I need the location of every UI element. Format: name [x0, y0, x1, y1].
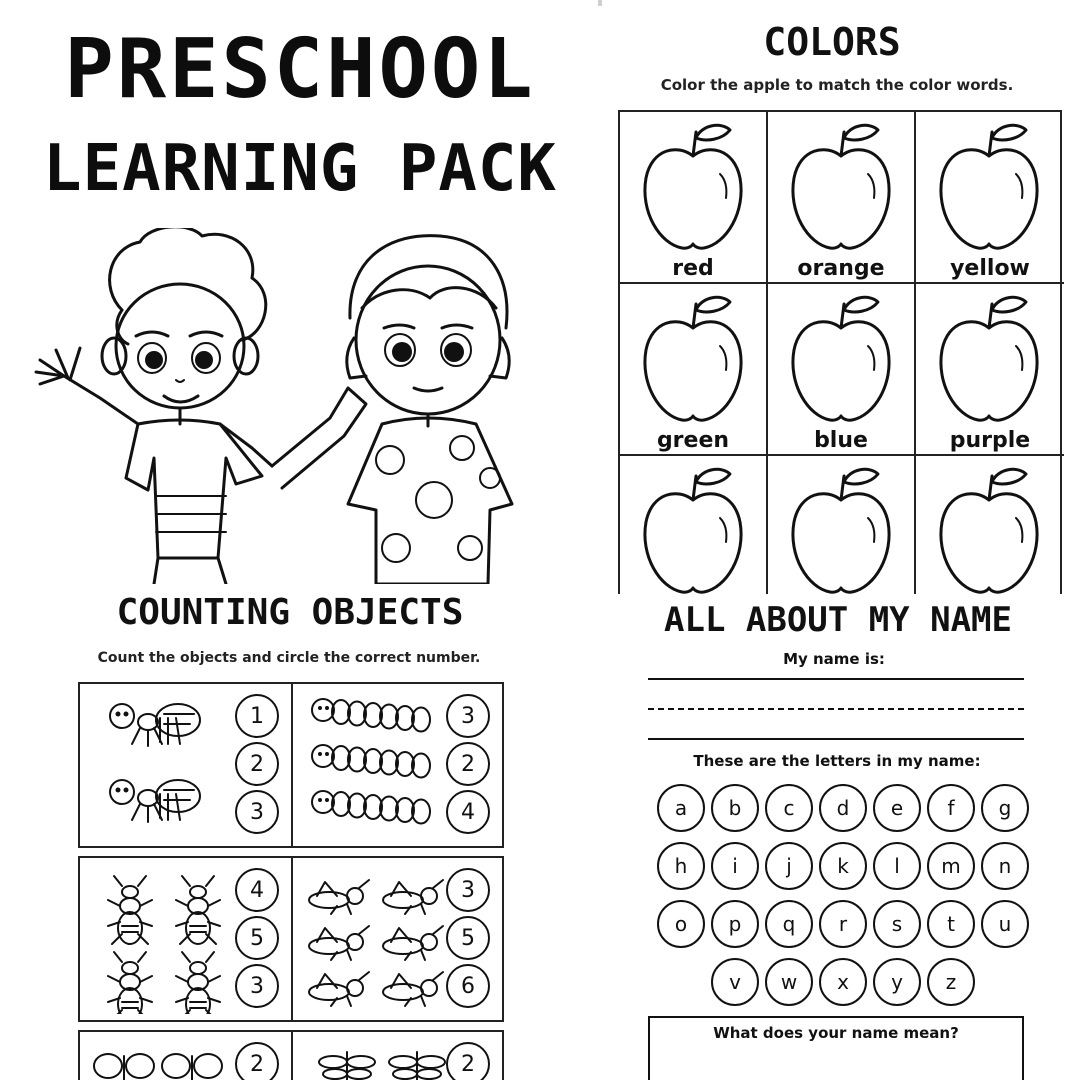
colors-title: COLORS: [763, 20, 901, 64]
letter-circle-e[interactable]: e: [873, 784, 921, 832]
apple-cell[interactable]: [768, 284, 916, 456]
name-meaning-box[interactable]: [648, 1016, 1024, 1080]
ants-group: [88, 690, 238, 840]
letters-label: These are the letters in my name:: [693, 752, 981, 770]
letter-row: [648, 784, 1038, 832]
color-word: green: [656, 428, 730, 453]
bug-icon: [108, 952, 152, 1014]
letter-circle-o[interactable]: o: [657, 900, 705, 948]
letter-circle-w[interactable]: w: [765, 958, 813, 1006]
counting-grid: [78, 682, 504, 1080]
number-choice[interactable]: 2: [446, 1042, 490, 1080]
caterpillar-icon: [312, 791, 430, 824]
butterflie-icon: [162, 1054, 222, 1080]
ant-icon: [110, 704, 200, 746]
name-writing-line-top[interactable]: [648, 678, 1024, 680]
number-choice[interactable]: 3: [235, 964, 279, 1008]
counting-worksheet: [0, 584, 578, 1080]
number-choice[interactable]: 3: [235, 790, 279, 834]
letter-circle-q[interactable]: q: [765, 900, 813, 948]
bug-icon: [176, 876, 220, 944]
letter-circle-r[interactable]: r: [819, 900, 867, 948]
name-worksheet: [578, 594, 1080, 1080]
grasshopper-icon: [309, 972, 369, 1006]
color-word: yellow: [950, 256, 1030, 281]
grasshoppers-group: [301, 864, 451, 1014]
ant-icon: [110, 780, 200, 822]
letter-circle-t[interactable]: t: [927, 900, 975, 948]
letter-circle-k[interactable]: k: [819, 842, 867, 890]
apple-icon[interactable]: [638, 466, 748, 594]
apple-cell[interactable]: [620, 456, 768, 594]
number-choice[interactable]: 1: [235, 694, 279, 738]
apple-icon[interactable]: [934, 294, 1044, 424]
cover-title-line2: LEARNING PACK: [43, 132, 557, 206]
counting-row: [78, 1030, 504, 1080]
apple-cell[interactable]: [620, 284, 768, 456]
letter-circle-y[interactable]: y: [873, 958, 921, 1006]
apple-cell[interactable]: [916, 284, 1064, 456]
apple-grid: [618, 110, 1062, 594]
number-choice[interactable]: 5: [446, 916, 490, 960]
letter-circle-d[interactable]: d: [819, 784, 867, 832]
letter-circle-p[interactable]: p: [711, 900, 759, 948]
color-word: blue: [814, 428, 868, 453]
counting-cell-ants: [80, 684, 291, 846]
letter-circles: [648, 784, 1038, 1016]
apple-icon[interactable]: [638, 294, 748, 424]
letter-circle-j[interactable]: j: [765, 842, 813, 890]
letter-circle-c[interactable]: c: [765, 784, 813, 832]
name-meaning-question: What does your name mean?: [713, 1024, 959, 1042]
counting-cell-bugs: [80, 858, 291, 1020]
letter-circle-v[interactable]: v: [711, 958, 759, 1006]
number-choice[interactable]: 4: [446, 790, 490, 834]
color-word: red: [672, 256, 714, 281]
letter-row: [648, 958, 1038, 1006]
apple-cell[interactable]: [768, 112, 916, 284]
letter-circle-z[interactable]: z: [927, 958, 975, 1006]
letter-circle-x[interactable]: x: [819, 958, 867, 1006]
apple-cell[interactable]: [768, 456, 916, 594]
butterflies-group: [88, 1038, 238, 1080]
letter-circle-a[interactable]: a: [657, 784, 705, 832]
name-title: ALL ABOUT MY NAME: [664, 600, 1012, 640]
apple-icon[interactable]: [786, 294, 896, 424]
grasshopper-icon: [383, 880, 443, 914]
counting-row: [78, 682, 504, 848]
name-writing-line-mid[interactable]: [648, 708, 1024, 710]
counting-cell-dragonflies: [291, 1032, 502, 1080]
letter-circle-s[interactable]: s: [873, 900, 921, 948]
bug-icon: [176, 952, 220, 1014]
letter-circle-l[interactable]: l: [873, 842, 921, 890]
boy-illustration: [36, 228, 366, 584]
cover-page: [0, 0, 600, 584]
apple-cell[interactable]: [916, 112, 1064, 284]
counting-row: [78, 856, 504, 1022]
color-word: purple: [949, 428, 1031, 453]
girl-illustration: [347, 236, 512, 584]
counting-cell-caterpillars: [291, 684, 502, 846]
grasshopper-icon: [383, 972, 443, 1006]
number-choice[interactable]: 2: [235, 742, 279, 786]
butterflie-icon: [94, 1054, 154, 1080]
number-choice[interactable]: 2: [446, 742, 490, 786]
letter-circle-g[interactable]: g: [981, 784, 1029, 832]
apple-icon[interactable]: [786, 122, 896, 252]
bug-icon: [108, 876, 152, 944]
apple-icon[interactable]: [638, 122, 748, 252]
counting-title: COUNTING OBJECTS: [116, 592, 464, 633]
cover-title-line1: PRESCHOOL: [64, 22, 536, 117]
letter-circle-u[interactable]: u: [981, 900, 1029, 948]
counting-cell-butterflies: [80, 1032, 291, 1080]
number-choice[interactable]: 6: [446, 964, 490, 1008]
name-label: My name is:: [783, 650, 885, 668]
apple-icon[interactable]: [786, 466, 896, 594]
letter-row: [648, 900, 1038, 948]
grasshopper-icon: [309, 926, 369, 960]
colors-worksheet: [600, 0, 1080, 594]
panel-divider: [598, 0, 602, 6]
apple-cell[interactable]: [620, 112, 768, 284]
dragonflies-group: [301, 1038, 451, 1080]
colors-instructions: Color the apple to match the color words.: [660, 76, 1014, 94]
letter-circle-i[interactable]: i: [711, 842, 759, 890]
number-choice[interactable]: 2: [235, 1042, 279, 1080]
caterpillars-group: [301, 690, 451, 840]
grasshopper-icon: [309, 880, 369, 914]
kids-illustration: [30, 228, 570, 584]
letter-row: [648, 842, 1038, 890]
name-writing-line-bottom[interactable]: [648, 738, 1024, 740]
letter-circle-b[interactable]: b: [711, 784, 759, 832]
letter-circle-f[interactable]: f: [927, 784, 975, 832]
apple-icon[interactable]: [934, 122, 1044, 252]
bugs-group: [88, 864, 238, 1014]
number-choice[interactable]: 3: [446, 694, 490, 738]
number-choice[interactable]: 4: [235, 868, 279, 912]
caterpillar-icon: [312, 745, 430, 778]
letter-circle-n[interactable]: n: [981, 842, 1029, 890]
apple-cell[interactable]: [916, 456, 1064, 594]
number-choice[interactable]: 5: [235, 916, 279, 960]
grasshopper-icon: [383, 926, 443, 960]
color-word: orange: [797, 256, 885, 281]
caterpillar-icon: [312, 699, 430, 732]
counting-cell-grasshoppers: [291, 858, 502, 1020]
letter-circle-h[interactable]: h: [657, 842, 705, 890]
counting-instructions: Count the objects and circle the correct number.: [97, 650, 481, 666]
apple-icon[interactable]: [934, 466, 1044, 594]
dragonflie-icon: [389, 1052, 445, 1080]
letter-circle-m[interactable]: m: [927, 842, 975, 890]
number-choice[interactable]: 3: [446, 868, 490, 912]
dragonflie-icon: [319, 1052, 375, 1080]
